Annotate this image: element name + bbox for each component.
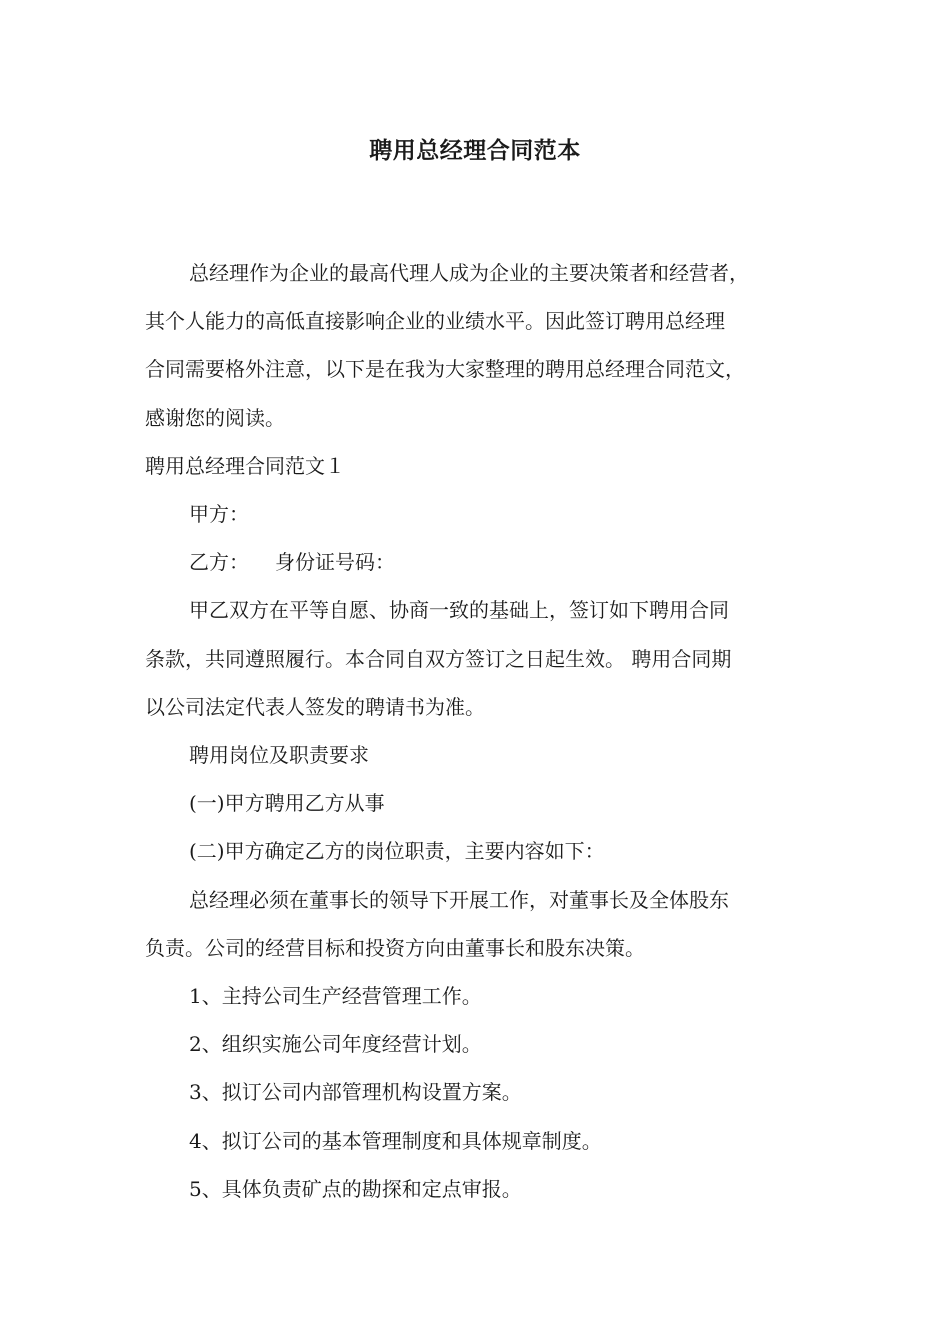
- intro-line-4: 感谢您的阅读。: [145, 405, 285, 430]
- intro-line-2: 其个人能力的高低直接影响企业的业绩水平。因此签订聘用总经理: [145, 309, 725, 334]
- intro-line-1: 总经理作为企业的最高代理人成为企业的主要决策者和经营者，: [189, 261, 749, 285]
- duty-item: 2、组织实施公司年度经营计划。: [189, 1032, 482, 1057]
- intro-line-3: 合同需要格外注意，以下是在我为大家整理的聘用总经理合同范文，: [145, 357, 745, 382]
- document-title: 聘用总经理合同范本: [369, 138, 581, 164]
- duty-item: 3、拟订公司内部管理机构设置方案。: [189, 1080, 522, 1105]
- agreement-line-1: 甲乙双方在平等自愿、协商一致的基础上，签订如下聘用合同: [189, 598, 729, 623]
- agreement-line-2: 条款，共同遵照履行。本合同自双方签订之日起生效。 聘用合同期: [145, 646, 732, 671]
- party-b-label: 乙方：: [189, 550, 249, 575]
- id-number-label: 身份证号码：: [275, 550, 395, 575]
- duty-intro-line-1: 总经理必须在董事长的领导下开展工作，对董事长及全体股东: [189, 887, 729, 912]
- document-body: [145, 249, 835, 1213]
- clause-two: (二)甲方确定乙方的岗位职责，主要内容如下：: [189, 839, 605, 864]
- clause-one: (一)甲方聘用乙方从事: [189, 791, 385, 816]
- agreement-line-3: 以公司法定代表人签发的聘请书为准。: [145, 694, 485, 719]
- position-heading: 聘用岗位及职责要求: [189, 743, 369, 768]
- duty-item: 1、主持公司生产经营管理工作。: [189, 984, 482, 1009]
- party-b-line: [145, 538, 835, 586]
- section-heading: 聘用总经理合同范文１: [145, 453, 345, 478]
- duty-item: 5、具体负责矿点的勘探和定点审报。: [189, 1176, 522, 1201]
- duty-intro-line-2: 负责。公司的经营目标和投资方向由董事长和股东决策。: [145, 935, 645, 960]
- party-a-label: 甲方：: [189, 502, 249, 527]
- duty-item: 4、拟订公司的基本管理制度和具体规章制度。: [189, 1128, 602, 1153]
